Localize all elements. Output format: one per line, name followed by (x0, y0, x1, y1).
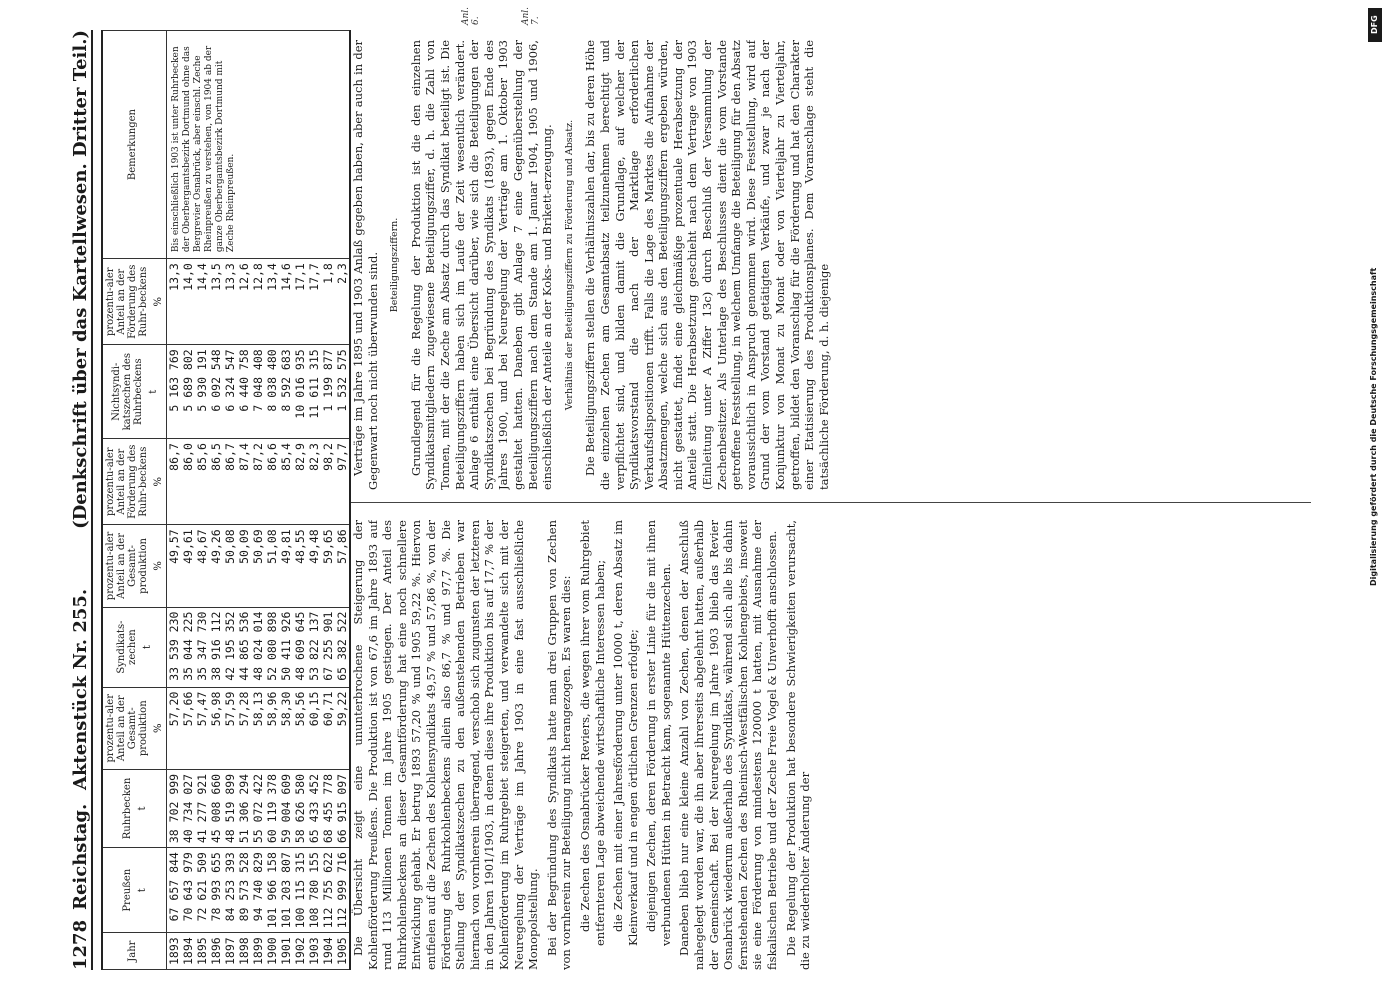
paragraph: Bei der Begründung des Syndikats hatte man drei Gruppen von Zechen von vornherein zur Beteiligung nicht herangezogen. Es waren dies: (544, 520, 574, 970)
margin-note: Anl. 7. (521, 6, 541, 25)
remarks-cell: Bis einschließlich 1903 ist unter Ruhrbecken der Oberbergamtsbezirk Dortmund ohne das Bergrevier Osnabrück, aber einschl. Zeche Rheinpreußen zu verstehen, von 1904 ab der ganze Oberbergamtsbezirk Dortmund mit Zeche Rheinpreußen. (167, 31, 351, 259)
table-cell: 13,3 (223, 259, 237, 345)
table-cell: 51 306 294 (237, 769, 251, 847)
table-cell: 1904 (321, 933, 335, 970)
table-cell: 58,13 (251, 687, 265, 769)
table-cell: 35 347 730 (195, 607, 209, 687)
column-header (102, 769, 167, 847)
table-cell: 5 163 769 (167, 345, 182, 439)
table-cell: 1895 (195, 933, 209, 970)
table-cell: 59,22 (335, 687, 350, 769)
table-cell: 65 382 522 (335, 607, 350, 687)
header-center-title: Aktenstück Nr. 255. (70, 588, 91, 790)
table-cell: 86,0 (181, 439, 195, 525)
column-header (102, 345, 167, 439)
table-cell: 1903 (307, 933, 321, 970)
header-right-title: (Denkschrift über das Kartellwesen. Dritter Teil.) (70, 30, 91, 529)
table-cell: 112 755 622 (321, 848, 335, 933)
column-header (102, 848, 167, 933)
table-cell: 17,7 (307, 259, 321, 345)
column-header-label: Syndikats-zechen (116, 620, 138, 674)
table-cell: 101 203 807 (279, 848, 293, 933)
column-header-unit: % (153, 561, 164, 571)
paragraph: Die Regelung der Produktion hat besondere Schwierigkeiten verursacht, die zu wiederholter Änderung der (783, 520, 813, 970)
table-cell: 1901 (279, 933, 293, 970)
column-header-label: prozentu-aler Anteil an der Gesamt-produktion (105, 531, 149, 601)
table-body (167, 31, 351, 970)
table-cell: 55 072 422 (251, 769, 265, 847)
column-header-label: Preußen (121, 868, 133, 912)
paragraph: Grundlegend für die Regelung der Produktion ist die den einzelnen Syndikatsmitgliedern zugewiesene Beteiligungsziffer, d. h. die Zahl von Tonnen, mit der die Zeche am Absatz durch das Syndikat beteiligt ist. Die Beteiligungsziffern haben sich im Laufe der Zeit wesentlich verändert. Anlage 6 enthält eine Übersicht darüber, wie sich die Beteiligungen der Syndikatszechen bei Begründung des Syndikats (1893), gegen Ende des Jahres 1900, und bei Neuregelung der Verträge am 1. Oktober 1903 gestaltet hatten. Daneben gibt Anlage 7 eine Gegenüberstellung der Beteiligungsziffern nach dem Stande am 1. Januar 1904, 1905 und 1906, einschließlich der Anteile an der Koks- und Brikett-erzeugung. (408, 40, 555, 490)
table-cell: 58,30 (279, 687, 293, 769)
table-cell: 14,6 (279, 259, 293, 345)
paragraph: Die Beteiligungsziffern stellen die Verhältniszahlen dar, bis zu deren Höhe die einzelnen Zechen am Gesamtabsatz teilzunehmen berechtigt und verpflichtet sind, und bilden damit die Grundlage, auf welcher der Syndikatsvorstand die nach der Marktlage erforderlichen Verkaufsdispositionen trifft. Falls die Lage des Marktes die Aufnahme der Absatzmengen, welche sich aus den Beteiligungsziffern ergeben würden, nicht gestattet, findet eine gleichmäßige prozentuale Herabsetzung der Anteile statt. Die Herabsetzung geschieht nach dem Vertrage von 1903 (Einleitung unter A Ziffer 13c) durch Beschluß der Versammlung der Zechenbesitzer. Als Unterlage des Beschlusses dient die vom Vorstande getroffene Feststellung, in welchem Umfange die Beteiligung für den Absatz voraussichtlich in Anspruch genommen wird. Diese Feststellung, wird auf Grund der vom Vorstand getätigten Verkäufe, und zwar je nach der Konjunktur von Monat zu Monat oder von Vierteljahr zu Vierteljahr, getroffen, bildet den Voranschlag für die Förderung und hat den Charakter einer Etatisierung des Produktionsplanes. Dem Voranschlage steht die tatsächliche Förderung, d. h. diejenige (583, 40, 831, 490)
column-header-unit: % (153, 296, 164, 307)
table-cell: 50 411 926 (279, 607, 293, 687)
table-cell: 44 865 536 (237, 607, 251, 687)
table-cell: 85,6 (195, 439, 209, 525)
table-cell: 87,2 (251, 439, 265, 525)
table-cell: 33 539 230 (167, 607, 182, 687)
margin-note: Anl. 6. (461, 6, 481, 25)
paragraph: Verträge im Jahre 1895 und 1903 Anlaß gegeben haben, aber auch in der Gegenwart noch nicht überwunden sind. (351, 40, 380, 490)
table-cell: 100 115 315 (293, 848, 307, 933)
running-header (51, 30, 93, 970)
table-cell: 1902 (293, 933, 307, 970)
table-cell: 58 626 580 (293, 769, 307, 847)
header-left-title: Reichstag. (70, 803, 91, 910)
table-cell: 48 519 899 (223, 769, 237, 847)
coal-production-table (101, 30, 351, 970)
table-cell: 1898 (237, 933, 251, 970)
table-cell: 84 253 393 (223, 848, 237, 933)
column-header-unit: % (153, 476, 164, 487)
section-heading: Verhältnis der Beteiligungsziffern zu Förderung und Absatz. (563, 119, 575, 411)
table-cell: 5 689 802 (181, 345, 195, 439)
table-cell: 52 080 898 (265, 607, 279, 687)
table-cell: 35 044 225 (181, 607, 195, 687)
paragraph: die Zechen mit einer Jahresförderung unter 10000 t, deren Absatz im Kleinverkauf und in engen örtlichen Grenzen erfolgte; (611, 520, 640, 946)
table-cell: 60,71 (321, 687, 335, 769)
table-cell: 66 915 097 (335, 769, 350, 847)
table-cell: 2,3 (335, 259, 350, 345)
table-cell: 85,4 (279, 439, 293, 525)
table-cell: 41 277 921 (195, 769, 209, 847)
paragraph: die Zechen des Osnabrücker Reviers, die wegen ihrer vom Ruhrgebiet entfernteren Lage abweichende wirtschaftliche Interessen haben; (577, 520, 607, 946)
table-cell: 1900 (265, 933, 279, 970)
column-header-label: prozentu-aler Anteil an der Förderung des Ruhr-beckens (105, 264, 149, 339)
table-cell: 57,20 (167, 687, 182, 769)
table-cell: 108 780 155 (307, 848, 321, 933)
table-cell: 45 008 660 (209, 769, 223, 847)
table-cell: 53 822 137 (307, 607, 321, 687)
table-cell: 57,59 (223, 687, 237, 769)
column-header-label: prozentu-aler Anteil an der Förderung des Ruhr-beckens (105, 444, 149, 519)
table-cell: 49,48 (307, 525, 321, 607)
table-cell: 12,6 (237, 259, 251, 345)
column-header-unit: t (136, 888, 148, 893)
table-cell: 57,28 (237, 687, 251, 769)
table-cell: 86,6 (265, 439, 279, 525)
column-header (102, 259, 167, 345)
table-cell: 38 702 999 (167, 769, 182, 847)
table-cell: 1893 (167, 933, 182, 970)
table-cell: 58,96 (265, 687, 279, 769)
table-cell: 1894 (181, 933, 195, 970)
table-cell: 68 455 778 (321, 769, 335, 847)
column-header-label: Jahr (127, 940, 138, 962)
table-cell: 8 038 480 (265, 345, 279, 439)
paragraph: diejenigen Zechen, deren Förderung in erster Linie für die mit ihnen verbundenen Hütten in Betracht kam, sogenannte Hüttenzechen. (644, 520, 673, 946)
table-cell: 86,7 (223, 439, 237, 525)
table-cell: 58,56 (293, 687, 307, 769)
table-cell: 70 643 979 (181, 848, 195, 933)
table-cell: 57,66 (181, 687, 195, 769)
digitization-credit-text: Digitalisierung gefördert durch die Deutsche Forschungsgemeinschaft (1369, 267, 1378, 586)
table-cell: 12,8 (251, 259, 265, 345)
table-cell: 67 255 901 (321, 607, 335, 687)
table-cell: 86,5 (209, 439, 223, 525)
table-cell: 72 621 509 (195, 848, 209, 933)
column-header-label: Nichtsyndi-katszechen des Ruhrbeckens (110, 353, 144, 431)
table-cell: 57,47 (195, 687, 209, 769)
table-cell: 94 740 829 (251, 848, 265, 933)
column-header-label: Bemerkungen (127, 109, 138, 181)
table-cell: 1896 (209, 933, 223, 970)
column-header-unit: t (142, 645, 153, 650)
table-cell: 59 004 609 (279, 769, 293, 847)
table-cell: 14,4 (195, 259, 209, 345)
table-cell: 50,09 (237, 525, 251, 607)
table-cell: 5 930 191 (195, 345, 209, 439)
table-cell: 49,81 (279, 525, 293, 607)
table-cell: 13,4 (265, 259, 279, 345)
table-cell: 50,08 (223, 525, 237, 607)
table-cell: 48,55 (293, 525, 307, 607)
table-cell: 60 119 378 (265, 769, 279, 847)
column-header (102, 525, 167, 607)
table-cell: 49,57 (167, 525, 182, 607)
table-cell: 67 657 844 (167, 848, 182, 933)
table-cell: 11 611 315 (307, 345, 321, 439)
digitization-credit-strip (1367, 0, 1383, 1000)
table-header-row (102, 31, 167, 970)
table-cell: 49,26 (209, 525, 223, 607)
left-text-column (351, 520, 1311, 970)
column-header (102, 933, 167, 970)
table-cell: 48,67 (195, 525, 209, 607)
paragraph: Daneben blieb nur eine kleine Anzahl von Zechen, denen der Anschluß nahegelegt worden war, die ihn aber ihrerseits abgelehnt hatten, außerhalb der Gemeinschaft. Bei der Neuregelung im Jahre 1903 blieb das Revier Osnabrück wiederum außerhalb des Syndikats, während sich alle bis dahin fernstehenden Zechen des Rheinisch-Westfälischen Kohlengebiets, insoweit sie eine Förderung von mindestens 120000 t hatten, mit Ausnahme der fiskalischen Betriebe und der Zeche Freie Vogel & Unverhofft anschlossen. (677, 520, 780, 970)
column-header (102, 439, 167, 525)
table-cell: 98,2 (321, 439, 335, 525)
table-cell: 6 440 758 (237, 345, 251, 439)
table-cell: 1 532 575 (335, 345, 350, 439)
column-header-label: Ruhrbecken (121, 777, 133, 840)
column-divider (351, 502, 1311, 503)
table-cell: 48 024 014 (251, 607, 265, 687)
table-cell: 82,9 (293, 439, 307, 525)
table-cell: 49,61 (181, 525, 195, 607)
column-header (102, 687, 167, 769)
table-cell: 1,8 (321, 259, 335, 345)
table-cell: 38 916 112 (209, 607, 223, 687)
section-heading: Beteiligungsziffern. (389, 217, 401, 313)
table-row (167, 31, 182, 970)
table-cell: 40 734 027 (181, 769, 195, 847)
table-cell: 17,1 (293, 259, 307, 345)
table-cell: 97,7 (335, 439, 350, 525)
table-cell: 14,0 (181, 259, 195, 345)
table-cell: 7 048 408 (251, 345, 265, 439)
table-cell: 86,7 (167, 439, 182, 525)
paragraph: Die Übersicht zeigt eine ununterbrochene Steigerung der Kohlenförderung Preußens. Die Produktion ist von 67,6 im Jahre 1893 auf rund 113 Millionen Tonnen im Jahre 1905 gestiegen. Der Anteil des Ruhrkohlenbeckens an dieser Gesamtförderung hat eine noch schnellere Entwicklung gehabt. Er betrug 1893 57,20 % und 1905 59,22 %. Hiervon entfielen auf die Zechen des Kohlensyndikats 49,57 % und 57,86 %, von der Förderung des Ruhrkohlenbeckens allein also 86,7 % und 97,7 %. Die Stellung der Syndikatszechen zu den außenstehenden Betrieben war hiernach von vornherein überragend, verschob sich zugunsten der letzteren in den Jahren 1901/1903, in denen diese ihre Produktion bis auf 17,7 % der Kohlenförderung im Ruhrgebiet steigerten, und verwandelte sich mit der Neuregelung der Verträge im Jahre 1903 in eine fast ausschließliche Monopolstellung. (351, 520, 541, 970)
column-header (102, 607, 167, 687)
table-cell: 1 199 877 (321, 345, 335, 439)
table-cell: 82,3 (307, 439, 321, 525)
table-cell: 56,98 (209, 687, 223, 769)
table-cell: 59,65 (321, 525, 335, 607)
table-cell: 13,3 (167, 259, 182, 345)
table-cell: 1905 (335, 933, 350, 970)
right-text-column (351, 40, 1311, 490)
table-cell: 1899 (251, 933, 265, 970)
table-cell: 51,08 (265, 525, 279, 607)
column-header-unit: % (153, 723, 164, 733)
table-cell: 50,69 (251, 525, 265, 607)
table-cell: 13,5 (209, 259, 223, 345)
table-cell: 8 592 683 (279, 345, 293, 439)
column-header (102, 31, 167, 259)
table-cell: 48 609 645 (293, 607, 307, 687)
column-header-label: prozentu-aler Anteil an der Gesamt-produktion (105, 693, 149, 763)
table-cell: 6 324 547 (223, 345, 237, 439)
table-cell: 101 966 158 (265, 848, 279, 933)
table-cell: 57,86 (335, 525, 350, 607)
document-page (41, 6, 1341, 970)
column-header-unit: t (136, 806, 148, 811)
table-cell: 6 092 548 (209, 345, 223, 439)
table-cell: 112 999 716 (335, 848, 350, 933)
table-cell: 60,15 (307, 687, 321, 769)
table-cell: 65 433 452 (307, 769, 321, 847)
table-cell: 1897 (223, 933, 237, 970)
table-cell: 87,4 (237, 439, 251, 525)
table-cell: 42 195 352 (223, 607, 237, 687)
dfg-logo-badge: DFG (1368, 8, 1382, 42)
page-number: 1278 (70, 919, 91, 970)
table-cell: 89 573 528 (237, 848, 251, 933)
column-header-unit: t (147, 389, 159, 394)
table-cell: 78 993 655 (209, 848, 223, 933)
table-cell: 10 016 935 (293, 345, 307, 439)
